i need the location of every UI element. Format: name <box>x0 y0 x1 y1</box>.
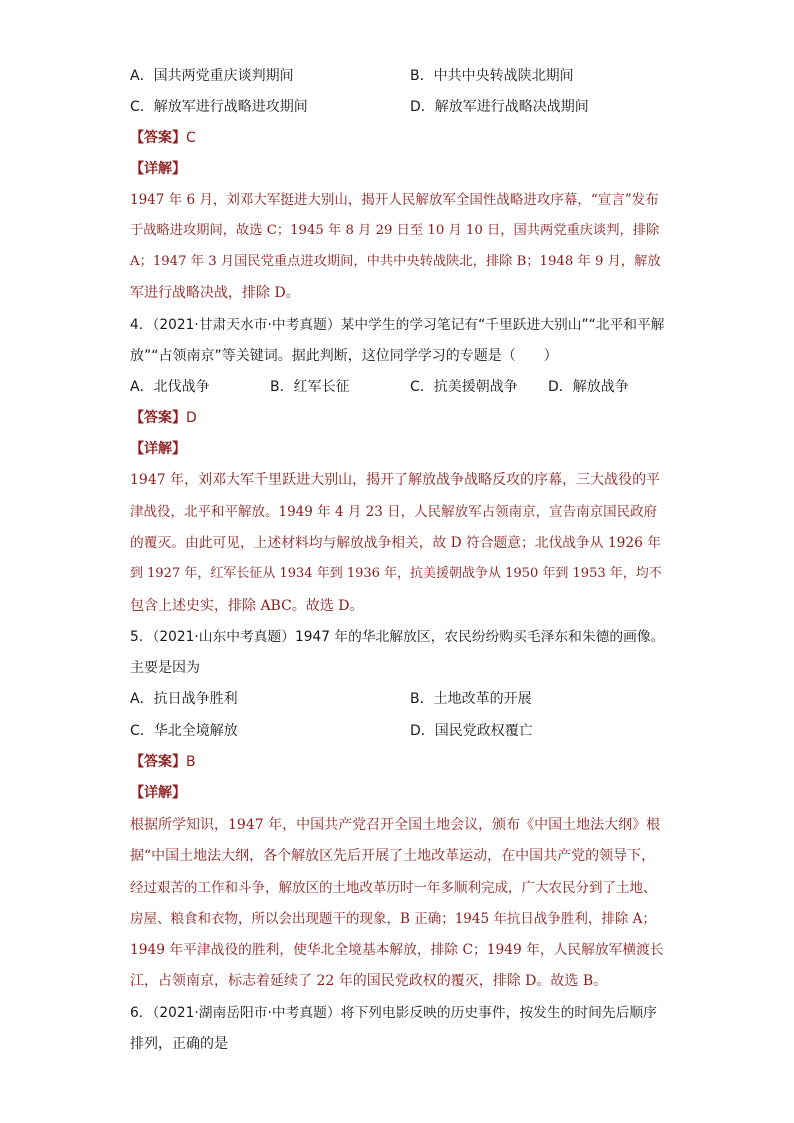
q3-explanation-line: 1947 年 6 月，刘邓大军挺进大别山，揭开人民解放军全国性战略进攻序幕，“宣言”发布 <box>130 192 659 208</box>
q4-stem-line: 4．（2021·甘肃天水市·中考真题）某中学生的学习笔记有“千里跃进大别山”“北平和平解 <box>130 317 665 333</box>
q3-answer <box>130 128 196 148</box>
q4-detail-label: 【详解】 <box>130 441 186 457</box>
q6-stem-line: 6．（2021·湖南岳阳市·中考真题）将下列电影反映的历史事件，按发生的时间先后顺序 <box>130 1005 657 1021</box>
q3-explanation-line: 军进行战略决战，排除 D。 <box>130 285 300 301</box>
q5-option-c: C．华北全境解放 <box>130 723 238 739</box>
q5-stem-line: 5．（2021·山东中考真题）1947 年的华北解放区，农民纷纷购买毛泽东和朱德的画像。 <box>130 629 665 645</box>
q4-explanation-line: 包含上述史实，排除 ABC。故选 D。 <box>130 598 364 614</box>
q4-stem-line: 放”“占领南京”等关键词。据此判断，这位同学学习的专题是（ ） <box>130 348 558 364</box>
q4-explanation-line: 1947 年，刘邓大军千里跃进大别山，揭开了解放战争战略反攻的序幕，三大战役的平 <box>130 472 661 488</box>
answer-value: D <box>186 410 197 426</box>
q3-option-c: C．解放军进行战略进攻期间 <box>130 99 308 115</box>
q5-explanation-line: 据“中国土地法大纲，各个解放区先后开展了土地改革运动，在中国共产党的领导下， <box>130 848 656 864</box>
answer-value: C <box>186 130 196 146</box>
q4-option-a: A．北伐战争 <box>130 379 210 395</box>
q4-explanation-line: 津战役，北平和平解放。1949 年 4 月 23 日，人民解放军占领南京，宣告南京国民政府 <box>130 504 658 520</box>
answer-label: 【答案】 <box>130 130 186 146</box>
q5-option-b: B．土地改革的开展 <box>410 691 532 707</box>
q4-answer <box>130 408 197 428</box>
q4-option-c: C．抗美援朝战争 <box>410 379 518 395</box>
q4-option-b: B．红军长征 <box>270 379 350 395</box>
q5-answer <box>130 752 196 772</box>
q5-explanation-line: 房屋、粮食和衣物，所以会出现题干的现象，B 正确；1945 年抗日战争胜利，排除 A； <box>130 911 656 927</box>
q4-explanation-line: 到 1927 年，红军长征从 1934 年到 1936 年，抗美援朝战争从 1950 年到 1953 年，均不 <box>130 566 662 581</box>
q4-option-d: D．解放战争 <box>548 379 629 395</box>
q5-detail-label: 【详解】 <box>130 785 186 801</box>
q3-explanation-line: A；1947 年 3 月国民党重点进攻期间，中共中央转战陕北，排除 B；1948 年 9 月，解放 <box>130 254 661 269</box>
q3-explanation-line: 于战略进攻期间，故选 C；1945 年 8 月 29 日至 10 月 10 日，国共两党重庆谈判，排除 <box>130 223 660 238</box>
answer-label: 【答案】 <box>130 754 186 770</box>
q4-explanation-line: 的覆灭。由此可见，上述材料均与解放战争相关，故 D 符合题意；北伐战争从 1926 年 <box>130 535 662 551</box>
q3-option-b: B．中共中央转战陕北期间 <box>410 68 574 84</box>
q5-option-d: D．国民党政权覆亡 <box>410 723 533 739</box>
q5-explanation-line: 根据所学知识，1947 年，中国共产党召开全国土地会议，颁布《中国土地法大纲》根 <box>130 817 661 833</box>
q5-explanation-line: 经过艰苦的工作和斗争，解放区的土地改革历时一年多顺利完成，广大农民分到了土地、 <box>130 880 657 896</box>
q6-stem-line: 排列，正确的是 <box>130 1036 228 1052</box>
q5-stem-line: 主要是因为 <box>130 660 200 676</box>
answer-label: 【答案】 <box>130 410 186 426</box>
answer-value: B <box>186 754 196 770</box>
q5-explanation-line: 江，占领南京，标志着延续了 22 年的国民党政权的覆灭，排除 D。故选 B。 <box>130 973 608 989</box>
q5-explanation-line: 1949 年平津战役的胜利，使华北全境基本解放，排除 C；1949 年，人民解放军横渡长 <box>130 942 664 958</box>
q3-option-d: D．解放军进行战略决战期间 <box>410 99 589 115</box>
q5-option-a: A．抗日战争胜利 <box>130 691 238 707</box>
q3-detail-label: 【详解】 <box>130 161 186 177</box>
q3-option-a: A．国共两党重庆谈判期间 <box>130 68 294 84</box>
